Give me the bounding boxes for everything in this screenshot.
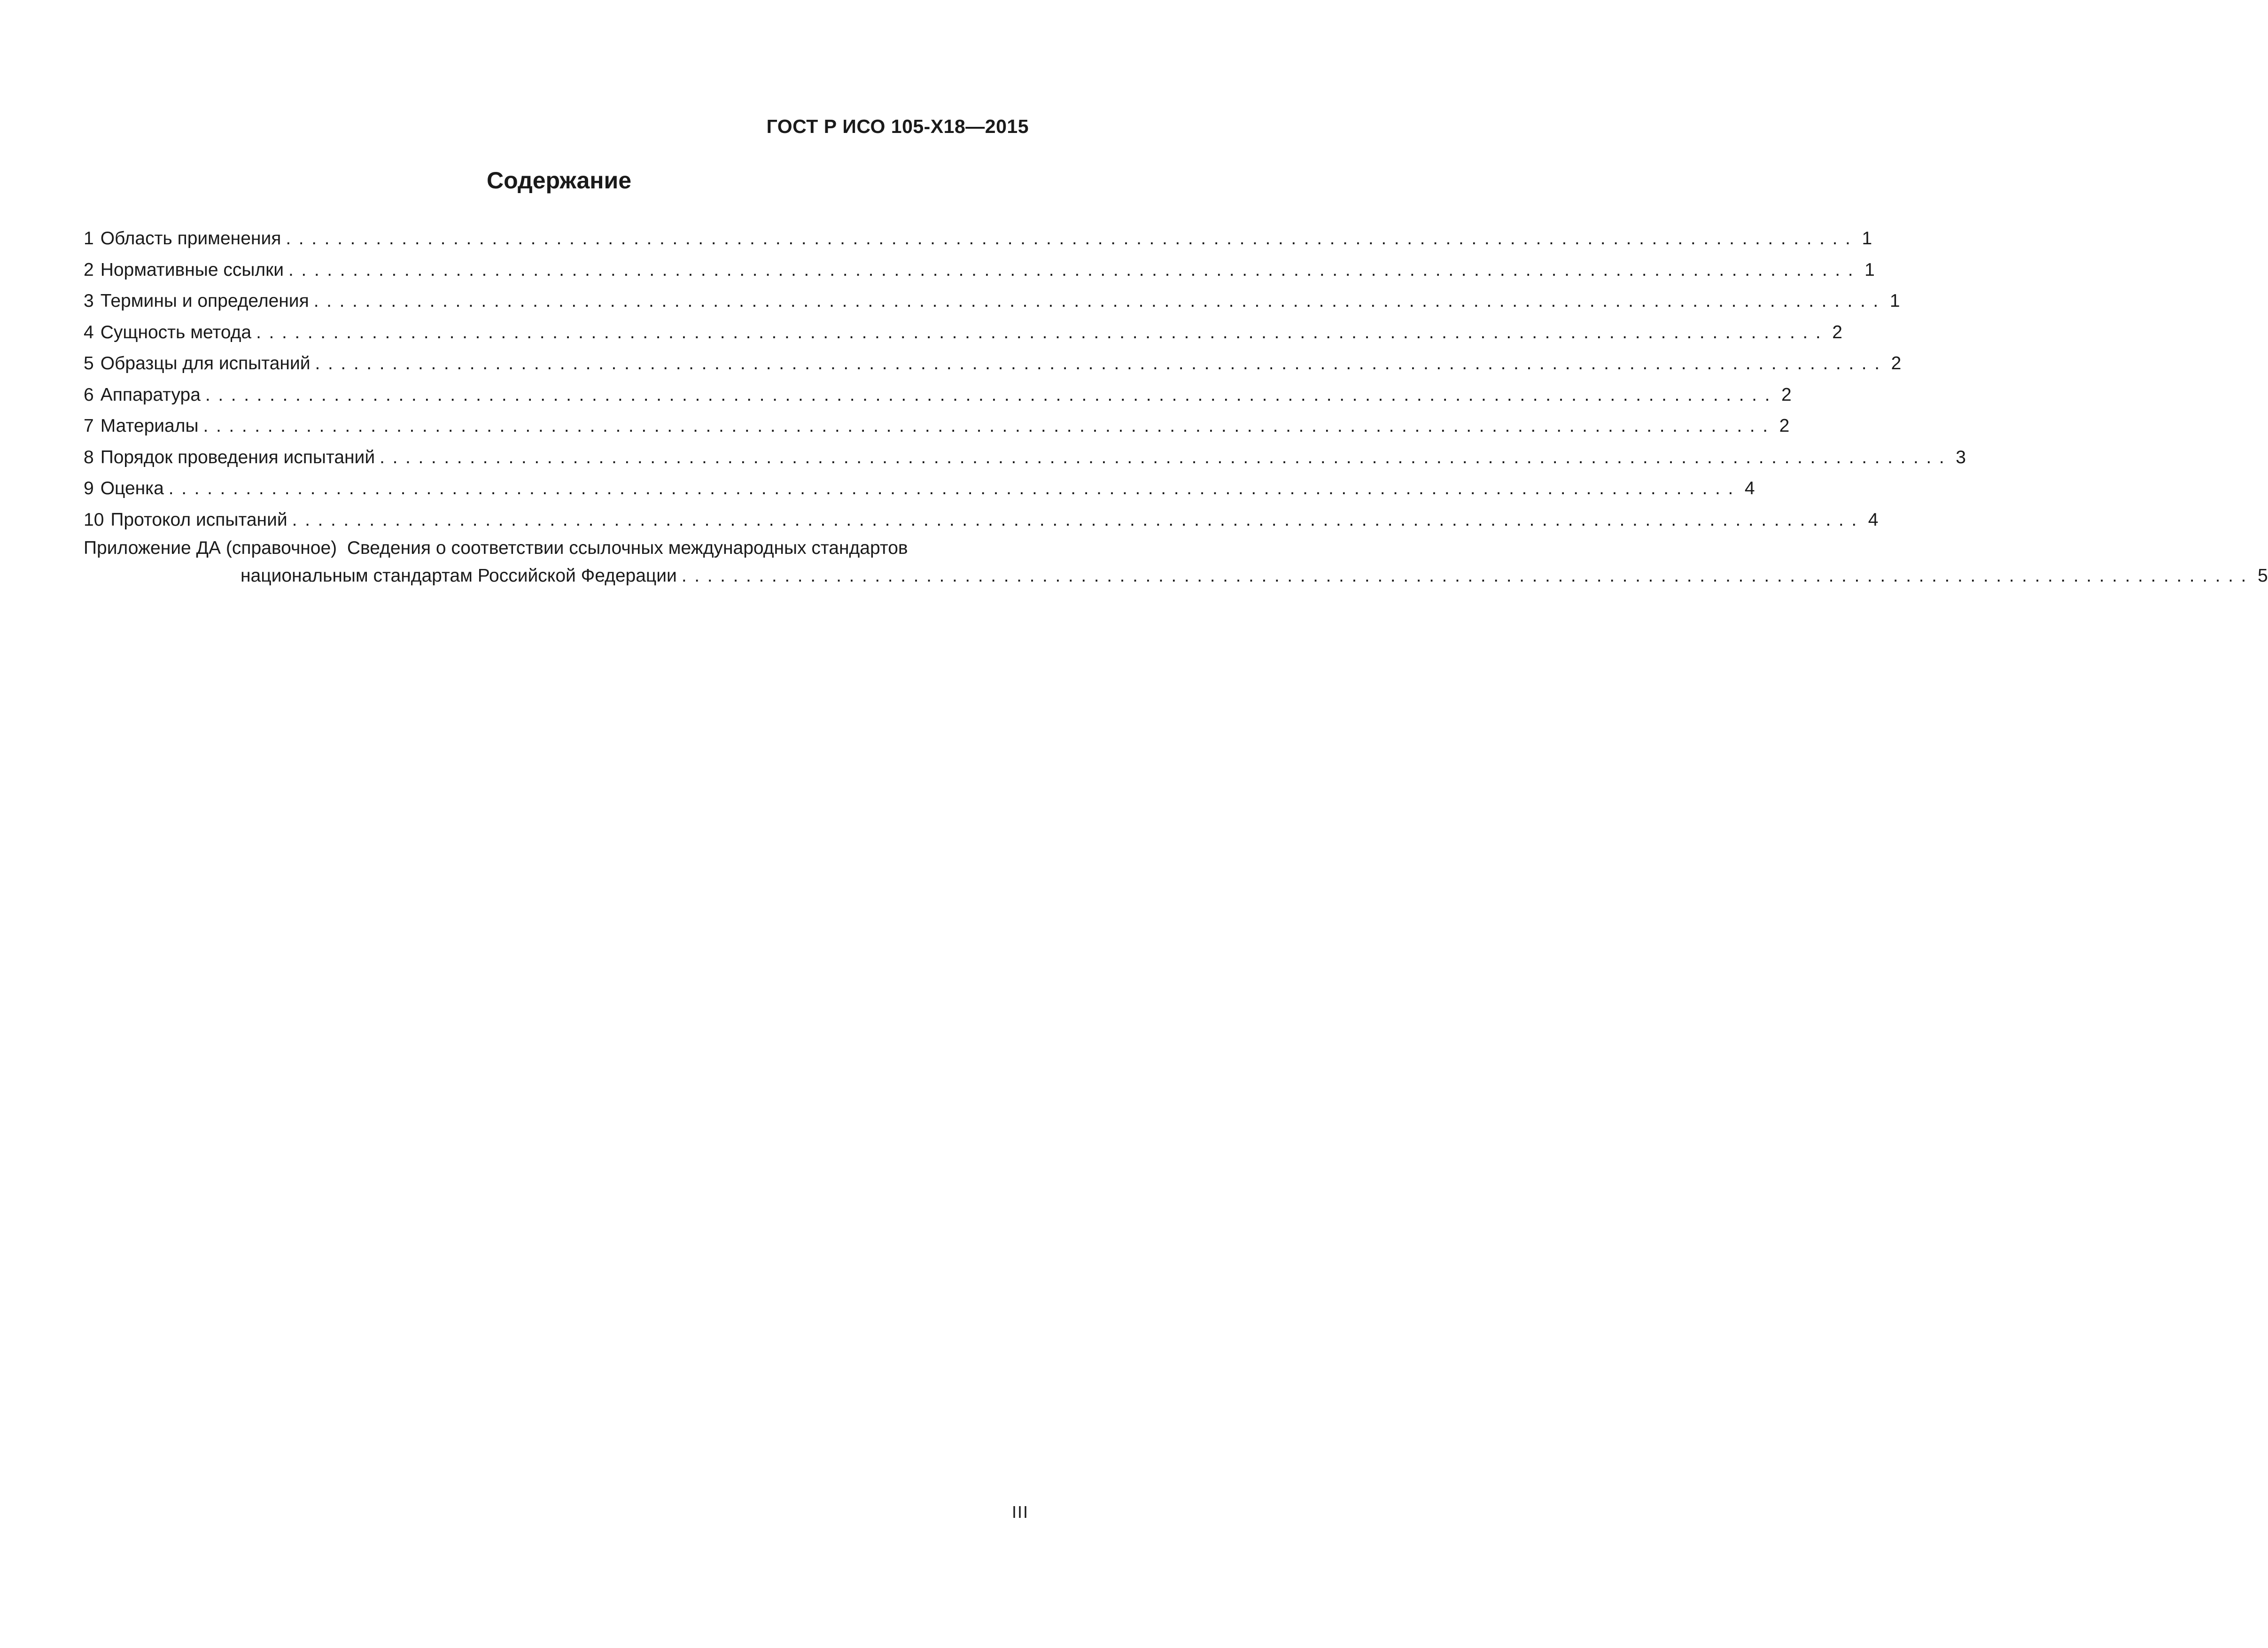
toc-leader-dots: .......................................................................................................................... <box>313 291 1886 311</box>
toc-entry-page: 2 <box>1779 416 1790 436</box>
toc-entry[interactable] <box>84 255 1875 286</box>
toc-entry-label: Материалы <box>100 416 199 436</box>
toc-entry-number: 9 <box>84 478 94 498</box>
toc-entry-page: 2 <box>1891 353 1902 373</box>
toc-entry[interactable] <box>84 348 1902 380</box>
toc-entry-page: 5 <box>2257 566 2268 586</box>
toc-entry-page: 4 <box>1744 478 1755 498</box>
toc-entry-label: Протокол испытаний <box>110 509 287 530</box>
toc-leader-dots: .......................................................................................................................... <box>203 416 1776 436</box>
toc-entry-number: 2 <box>84 259 94 280</box>
toc-entry-page: 4 <box>1868 509 1879 530</box>
toc-entry-label: Образцы для испытаний <box>100 353 311 373</box>
document-code: ГОСТ Р ИСО 105-X18—2015 <box>766 116 1029 137</box>
toc-entry-number: 7 <box>84 416 94 436</box>
toc-leader-dots: .......................................................................................................................... <box>168 478 1741 498</box>
toc-entry-label: Оценка <box>100 478 164 498</box>
toc-leader-dots: .......................................................................................................................... <box>205 384 1778 405</box>
toc-entry[interactable] <box>84 442 1966 474</box>
toc-title: Содержание <box>486 167 632 194</box>
toc-entry[interactable] <box>84 317 1842 349</box>
toc-entry[interactable] <box>84 505 1879 536</box>
toc-entry-label: Сущность метода <box>100 322 252 342</box>
toc-entry-label: Термины и определения <box>100 291 309 311</box>
toc-entry-number: 1 <box>84 228 94 249</box>
toc-entry[interactable] <box>84 286 1900 317</box>
toc-entry-number: 3 <box>84 291 94 311</box>
toc-entry-number: 5 <box>84 353 94 373</box>
toc-leader-dots: .......................................................................................................................... <box>380 447 1952 467</box>
toc-entry-number: 8 <box>84 447 94 467</box>
toc-entry-label: Порядок проведения испытаний <box>100 447 375 467</box>
toc-entry-page: 1 <box>1864 259 1875 280</box>
toc-entry-page: 1 <box>1862 228 1872 249</box>
annex-title-line2: национальным стандартам Российской Федерации <box>241 566 677 586</box>
toc-leader-dots: .......................................................................................................................... <box>256 322 1829 342</box>
annex-label: Приложение ДА (справочное) <box>84 538 337 558</box>
toc-leader-dots: .......................................................................................................................... <box>315 353 1887 373</box>
annex-title-line1: Сведения о соответствии ссылочных международных стандартов <box>347 538 908 558</box>
toc-entry[interactable] <box>84 411 1790 442</box>
page-number: III <box>1011 1502 1029 1522</box>
toc-entry[interactable] <box>84 473 1755 505</box>
toc-entry-page: 2 <box>1781 384 1792 405</box>
toc-leader-dots: .......................................................................................................................... <box>681 566 2254 586</box>
toc-entry-label: Нормативные ссылки <box>100 259 284 280</box>
table-of-contents <box>84 223 2268 590</box>
toc-entry-page: 1 <box>1889 291 1900 311</box>
toc-leader-dots: .......................................................................................................................... <box>286 228 1858 249</box>
toc-annex-entry[interactable] <box>84 535 2268 590</box>
toc-entry-number: 4 <box>84 322 94 342</box>
toc-entry-page: 3 <box>1956 447 1966 467</box>
toc-entry-number: 10 <box>84 509 104 530</box>
toc-entry[interactable] <box>84 380 1792 411</box>
toc-entry-label: Область применения <box>100 228 281 249</box>
toc-entry-label: Аппаратура <box>100 384 201 405</box>
toc-entry[interactable] <box>84 223 1872 255</box>
toc-entry-number: 6 <box>84 384 94 405</box>
toc-leader-dots: .......................................................................................................................... <box>288 259 1861 280</box>
toc-leader-dots: .......................................................................................................................... <box>292 509 1864 530</box>
toc-entry-page: 2 <box>1832 322 1842 342</box>
